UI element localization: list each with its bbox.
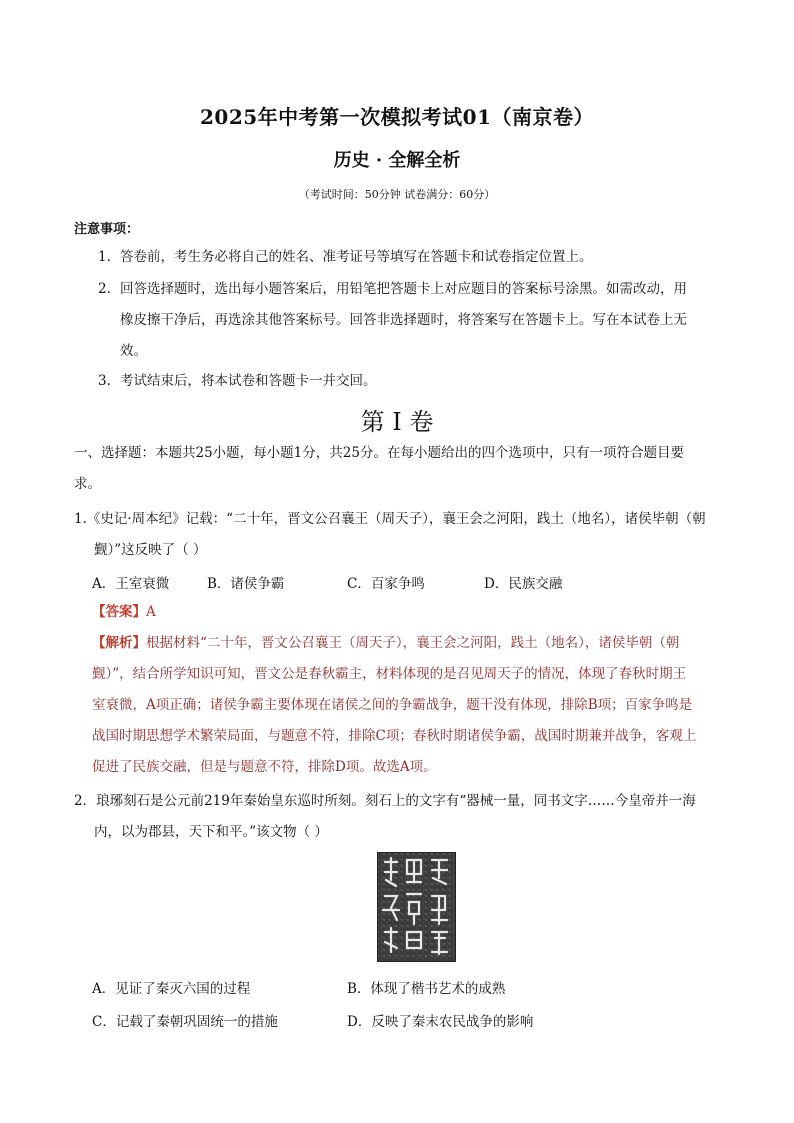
question-stem: 内，以为郡县，天下和平。”该文物（ ） <box>94 824 328 840</box>
section-intro <box>74 438 726 500</box>
stone-inscription-image <box>377 852 456 962</box>
notice-item-text: 橡皮擦干净后，再选涂其他答案标号。回答非选择题时，将答案写在答题卡上。写在本试卷上无 <box>120 312 687 328</box>
section-intro-line: 求。 <box>74 476 101 492</box>
notice-item-2 <box>98 274 728 367</box>
exam-meta: （考试时间：50分钟 试卷满分：60分） <box>298 188 496 201</box>
notice-item-text: 答卷前，考生务必将自己的姓名、准考证号等填写在答题卡和试卷指定位置上。 <box>120 249 593 265</box>
option-a[interactable]: A．见证了秦灭六国的过程 <box>92 981 251 997</box>
notice-heading: 注意事项： <box>74 222 140 237</box>
question-stem: 1.《史记·周本纪》记载：“二十年，晋文公召襄王（周天子），襄王会之河阳，践土（地名），诸侯毕朝（朝 <box>74 511 706 527</box>
notice-item-text: 效。 <box>120 343 147 359</box>
analysis-line: 促进了民族交融，但是与题意不符，排除D项。故选A项。 <box>92 759 437 775</box>
answer-line <box>92 597 726 628</box>
notice-item-number: 2. <box>98 281 111 297</box>
answer-value: A <box>146 604 156 620</box>
section-intro-line: 一、选择题：本题共25小题，每小题1分，共25分。在每小题给出的四个选项中，只有一项符合题目要 <box>74 445 684 461</box>
option-d[interactable]: D．民族交融 <box>484 576 563 592</box>
section-title: 第 I 卷 <box>360 408 434 436</box>
analysis-line: 根据材料“二十年，晋文公召襄王（周天子），襄王会之河阳，践土（地名），诸侯毕朝（朝 <box>146 635 680 651</box>
notice-item-number: 3. <box>98 373 111 389</box>
question-stem: 2．琅琊刻石是公元前219年秦始皇东巡时所刻。刻石上的文字有“器械一量，同书文字……今皇帝并一海 <box>74 793 696 809</box>
option-c[interactable]: C．记载了秦朝巩固统一的措施 <box>92 1014 278 1030</box>
question-stem: 觐）”这反映了（ ） <box>94 542 207 558</box>
question-2 <box>74 786 726 848</box>
page-subtitle: 历史 · 全解全析 <box>333 150 461 171</box>
option-c[interactable]: C．百家争鸣 <box>347 576 425 592</box>
option-b[interactable]: B．诸侯争霸 <box>207 576 285 592</box>
question-1 <box>74 504 726 566</box>
analysis-line: 室衰微，A项正确；诸侯争霸主要体现在诸侯之间的争霸战争，题干没有体现，排除B项；百家争鸣是 <box>92 697 693 713</box>
option-d[interactable]: D．反映了秦末农民战争的影响 <box>347 1014 534 1030</box>
option-b[interactable]: B．体现了楷书艺术的成熟 <box>347 981 506 997</box>
notice-item-number: 1. <box>98 249 111 265</box>
page-title: 2025年中考第一次模拟考试01（南京卷） <box>200 105 594 129</box>
analysis-label: 【解析】 <box>92 635 146 651</box>
notice-item-text: 回答选择题时，选出每小题答案后，用铅笔把答题卡上对应题目的答案标号涂黑。如需改动，用 <box>120 281 687 297</box>
notice-item-1 <box>98 242 728 273</box>
notice-item-text: 考试结束后，将本试卷和答题卡一并交回。 <box>120 373 377 389</box>
analysis-line: 战国时期思想学术繁荣局面，与题意不符，排除C项；春秋时期诸侯争霸，战国时期兼并战争，客观上 <box>92 728 697 744</box>
option-a[interactable]: A．王室衰微 <box>92 576 170 592</box>
analysis-line: 觐）”，结合所学知识可知，晋文公是春秋霸主，材料体现的是召见周天子的情况，体现了春秋时期王 <box>92 666 687 682</box>
notice-item-3 <box>98 366 728 397</box>
analysis <box>92 628 726 783</box>
answer-label: 【答案】 <box>92 604 146 620</box>
